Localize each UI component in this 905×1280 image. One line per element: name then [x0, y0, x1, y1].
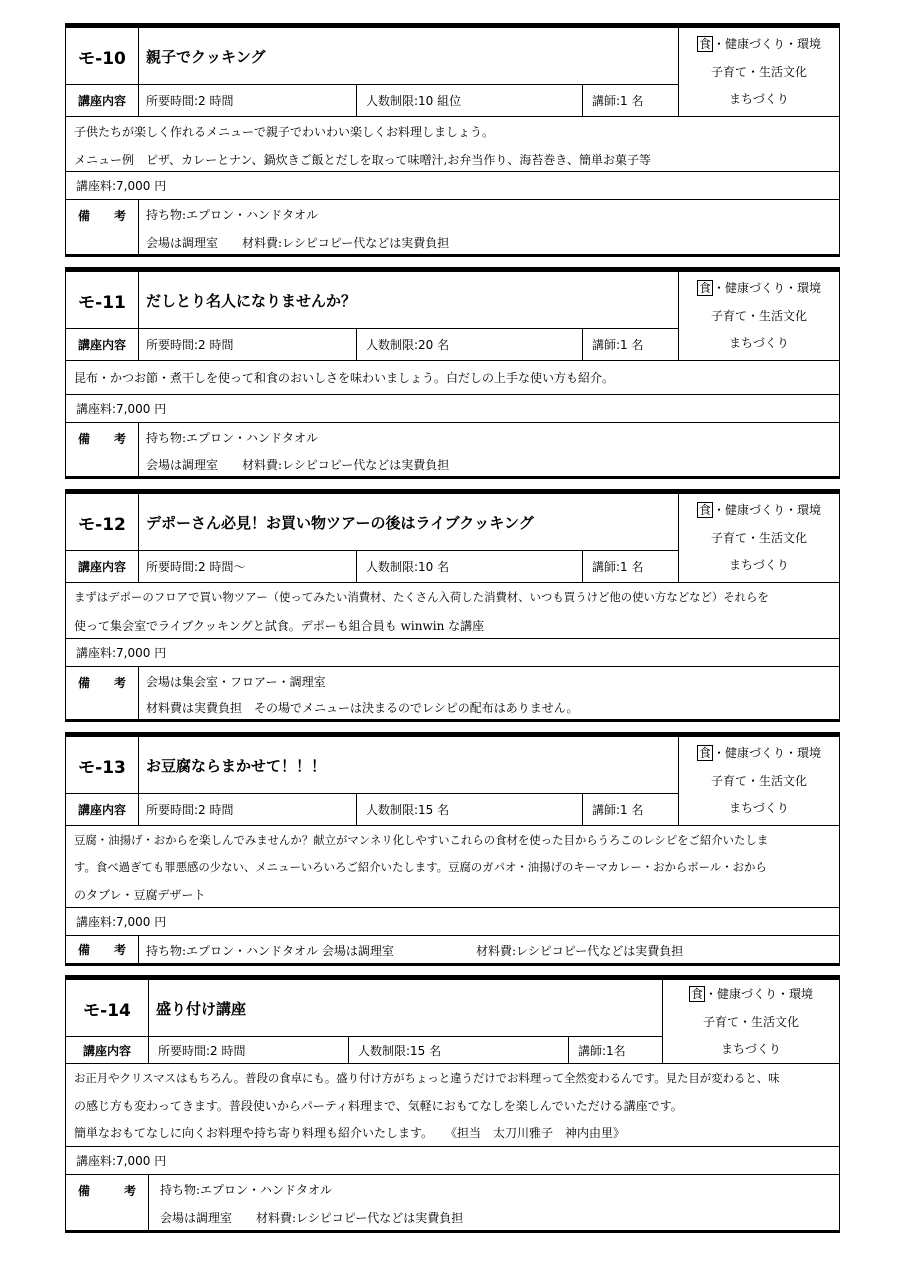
info-row — [66, 84, 678, 116]
fee-label: 講座料: — [76, 179, 117, 193]
fee-value: 7,000 円 — [116, 915, 167, 929]
course-code: モ-10 — [78, 48, 126, 69]
course-title: だしとり名人になりませんか？ — [146, 291, 357, 310]
remarks-label-a: 備 — [78, 432, 91, 446]
fee-label: 講座料: — [76, 1154, 117, 1168]
description — [74, 583, 835, 638]
category-food: 食 — [698, 503, 711, 517]
fee — [66, 908, 166, 935]
description-row — [66, 360, 839, 394]
course-card-m10 — [65, 28, 840, 257]
description-line: お正月やクリスマスはもちろん。普段の食卓にも。盛り付け方がちょっと違うだけでお料理って全然変わるんです。見た目が変わると、味 — [74, 1071, 780, 1085]
category-line3: まちづくり — [729, 558, 789, 572]
course-card-m11 — [65, 272, 840, 479]
category-line2: 子育て・生活文化 — [710, 531, 807, 545]
category-box — [678, 28, 839, 116]
category-line3: まちづくり — [729, 336, 789, 350]
description-line: 昆布・かつお節・煮干しを使って和食のおいしさを味わいましょう。白だしの上手な使い方も紹介。 — [74, 371, 615, 385]
course-card-m13 — [65, 737, 840, 966]
info-row — [66, 328, 678, 360]
remarks-label-b: 考 — [113, 432, 126, 446]
category-food: 食 — [690, 987, 703, 1001]
fee-label: 講座料: — [76, 915, 117, 929]
category-box — [678, 272, 839, 360]
remarks-label — [66, 1175, 148, 1230]
description-line: の感じ方も変わってきます。普段使いからパーティ料理まで、気軽におもてなしを楽しんでいただける講座です。 — [74, 1099, 683, 1113]
course-card-m14 — [65, 980, 840, 1233]
fee-value: 7,000 円 — [116, 179, 167, 193]
capacity: 人数制限:15 名 — [358, 1043, 442, 1058]
note-line: 会場は調理室 材料費:レシピコピー代などは実費負担 — [160, 1211, 464, 1225]
instructors: 講師:1 名 — [592, 94, 644, 108]
description-line: 簡単なおもてなしに向くお料理や持ち寄り料理も紹介いたします。 《担当 太刀川雅子 神内由里》 — [74, 1126, 626, 1140]
category-box — [678, 494, 839, 582]
note-line: 会場は調理室 材料費:レシピコピー代などは実費負担 — [146, 458, 450, 472]
description-line: 子供たちが楽しく作れるメニューで親子でわいわい楽しくお料理しましょう。 — [74, 125, 495, 139]
instructors: 講師:1 名 — [592, 803, 644, 817]
instructors: 講師:1 名 — [592, 560, 644, 574]
course-card-m12 — [65, 494, 840, 722]
remarks-label-a: 備 — [78, 1184, 91, 1198]
instructors: 講師:1 名 — [592, 338, 644, 352]
capacity: 人数制限:10 組位 — [366, 94, 462, 108]
course-content-label: 講座内容 — [82, 1043, 131, 1058]
remarks-row — [66, 1174, 839, 1230]
description-line: まずはデポーのフロアで買い物ツアー（使ってみたい消費材、たくさん入荷した消費材、いつも買うけど他の使い方などなど）それらを — [74, 590, 769, 604]
category-food: 食 — [698, 37, 711, 51]
category-line2: 子育て・生活文化 — [702, 1015, 799, 1029]
category-line3: まちづくり — [729, 92, 789, 106]
description-line: す。食べ過ぎても罪悪感の少ない、メニューいろいろご紹介いたします。豆腐のガパオ・油揚げのキーマカレー・おからボール・おから — [74, 860, 767, 874]
capacity: 人数制限:10 名 — [366, 560, 450, 574]
category-line3: まちづくり — [729, 801, 789, 815]
category-line1: ・健康づくり・環境 — [713, 37, 822, 51]
fee-row — [66, 394, 839, 422]
info-row — [66, 1036, 662, 1063]
duration: 所要時間:2 時間 — [146, 94, 234, 108]
remarks-row — [66, 199, 839, 254]
course-title: 盛り付け講座 — [156, 999, 247, 1018]
remarks-label — [66, 936, 138, 963]
capacity: 人数制限:20 名 — [366, 338, 450, 352]
category-box — [662, 980, 839, 1063]
category-food: 食 — [698, 281, 711, 295]
instructors: 講師:1名 — [578, 1043, 626, 1058]
category-line3: まちづくり — [721, 1042, 781, 1056]
fee-label: 講座料: — [76, 402, 117, 416]
fee-row — [66, 907, 839, 935]
category-line1: ・健康づくり・環境 — [713, 746, 822, 760]
note-line: 持ち物:エプロン・ハンドタオル — [146, 208, 319, 222]
category-line2: 子育て・生活文化 — [710, 309, 807, 323]
category-line2: 子育て・生活文化 — [710, 65, 807, 79]
fee-row — [66, 638, 839, 666]
remarks-label — [66, 667, 138, 719]
category-food: 食 — [698, 746, 711, 760]
note-line: 持ち物:エプロン・ハンドタオル — [160, 1183, 333, 1197]
description — [74, 361, 831, 394]
course-content-label: 講座内容 — [77, 803, 126, 817]
duration: 所要時間:2 時間 — [158, 1043, 246, 1058]
fee — [66, 172, 166, 199]
course-content-label: 講座内容 — [77, 94, 126, 108]
fee — [66, 639, 166, 666]
description-row — [66, 582, 839, 638]
info-row — [66, 793, 678, 825]
course-title: 親子でクッキング — [146, 47, 266, 66]
remarks-label — [66, 200, 138, 254]
note-line: 会場は調理室 材料費:レシピコピー代などは実費負担 — [146, 236, 450, 250]
description-row — [66, 825, 839, 907]
fee — [66, 1147, 166, 1174]
note-line: 材料費:レシピコピー代などは実費負担 — [476, 944, 684, 958]
course-code: モ-12 — [78, 514, 126, 535]
duration: 所要時間:2 時間 — [146, 803, 234, 817]
fee-value: 7,000 円 — [116, 402, 167, 416]
course-content-label: 講座内容 — [77, 338, 126, 352]
remarks-label-b: 考 — [113, 943, 126, 957]
description-line: のタブレ・豆腐デザート — [74, 888, 206, 902]
remarks-row — [66, 666, 839, 719]
fee-value: 7,000 円 — [116, 646, 167, 660]
category-line1: ・健康づくり・環境 — [713, 503, 822, 517]
fee-label: 講座料: — [76, 646, 117, 660]
course-code: モ-14 — [83, 1000, 131, 1021]
duration: 所要時間:2 時間 — [146, 338, 234, 352]
category-line1: ・健康づくり・環境 — [713, 281, 822, 295]
description-row — [66, 1063, 839, 1146]
note-line: 持ち物:エプロン・ハンドタオル — [146, 431, 319, 445]
note-line: 会場は集会室・フロアー・調理室 — [146, 675, 326, 689]
description-line: 使って集会室でライブクッキングと試食。デポーも組合員も winwin な講座 — [74, 619, 485, 633]
remarks-label-b: 考 — [113, 676, 126, 690]
remarks-row — [66, 935, 839, 963]
fee-value: 7,000 円 — [116, 1154, 167, 1168]
remarks-label-b: 考 — [123, 1184, 136, 1198]
note-line: 持ち物:エプロン・ハンドタオル 会場は調理室 — [146, 944, 394, 958]
course-content-label: 講座内容 — [77, 560, 126, 574]
remarks-label-a: 備 — [78, 209, 91, 223]
description-line: 豆腐・油揚げ・おからを楽しんでみませんか？献立がマンネリ化しやすいこれらの食材を使った目からうろこのレシピをご紹介いたしま — [74, 833, 769, 847]
fee-row — [66, 1146, 839, 1174]
course-code: モ-13 — [78, 757, 126, 778]
category-line1: ・健康づくり・環境 — [705, 987, 814, 1001]
description — [74, 826, 835, 907]
capacity: 人数制限:15 名 — [366, 803, 450, 817]
remarks-label-b: 考 — [113, 209, 126, 223]
course-code: モ-11 — [78, 292, 126, 313]
duration: 所要時間:2 時間～ — [146, 560, 246, 574]
course-title: デポーさん必見！お買い物ツアーの後はライブクッキング — [146, 513, 534, 532]
remarks-label-a: 備 — [78, 676, 91, 690]
fee — [66, 395, 166, 422]
remarks-row — [66, 422, 839, 476]
description-line: メニュー例 ピザ、カレーとナン、鍋炊きご飯とだしを取って味噌汁,お弁当作り、海苔巻き、簡単お菓子等 — [74, 153, 651, 167]
description — [74, 1064, 835, 1146]
remarks-label — [66, 423, 138, 476]
course-title: お豆腐ならまかせて！！！ — [146, 756, 327, 775]
category-line2: 子育て・生活文化 — [710, 774, 807, 788]
fee-row — [66, 171, 839, 199]
category-box — [678, 737, 839, 825]
remarks-label-a: 備 — [78, 943, 91, 957]
info-row — [66, 550, 678, 582]
note-line: 材料費は実費負担 その場でメニューは決まるのでレシピの配布はありません。 — [146, 701, 579, 715]
